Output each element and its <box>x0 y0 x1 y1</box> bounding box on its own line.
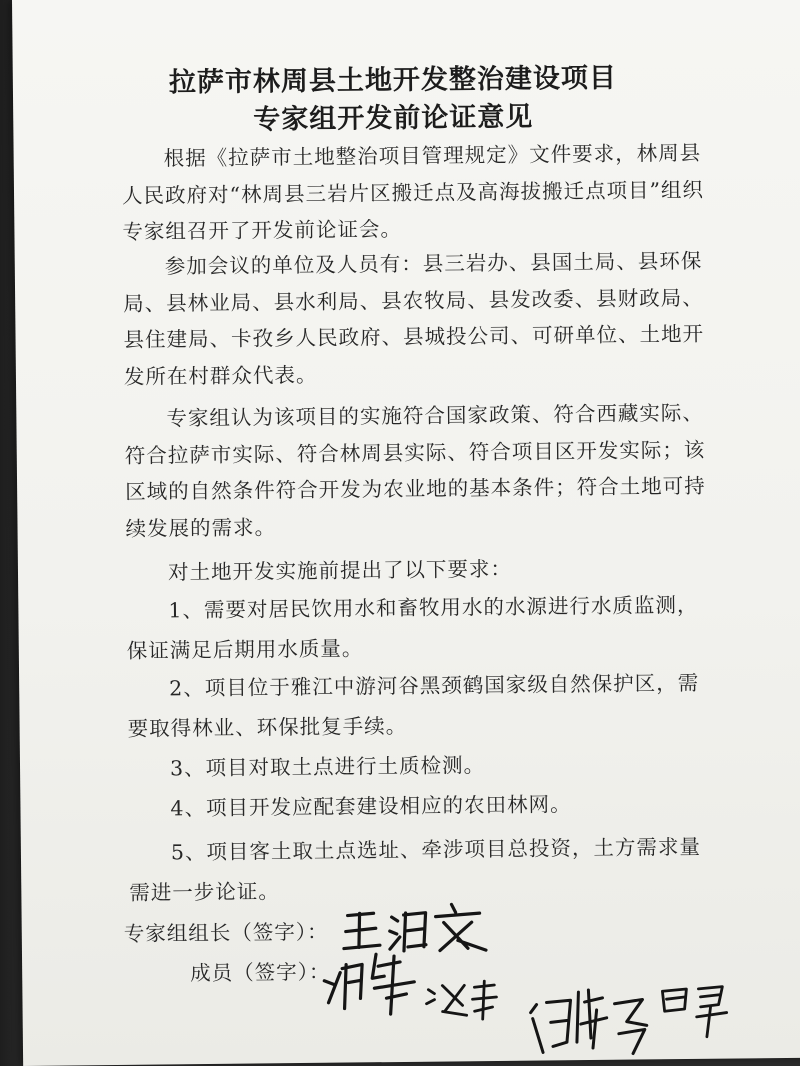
member-signature-label: 成员（签字）： <box>190 959 331 986</box>
paragraph-requirements-intro: 对土地开发实施前提出了以下要求： <box>167 556 513 585</box>
paper-sheet <box>12 0 800 1066</box>
member-handwritten-signature <box>318 948 429 1019</box>
requirement-item: 2、项目位于雅江中游河谷黑颈鹤国家级自然保护区，需要取得林业、环保批复手续。 <box>127 670 700 741</box>
document-subtitle: 专家组开发前论证意见 <box>253 101 534 136</box>
paragraph-attendees: 参加会议的单位及人员有：县三岩办、县国土局、县环保局、县林业局、县水利局、县农牧局、县发改委、县财政局、县住建局、卡孜乡人民政府、县城投公司、可研单位、土地开发所在村群众代表。 <box>123 248 705 389</box>
leader-signature-label: 专家组组长（签字）： <box>123 919 329 946</box>
requirement-item: 5、项目客土取土点选址、牵涉项目总投资，土方需求量需进一步论证。 <box>129 834 702 905</box>
member-handwritten-signature <box>522 981 653 1060</box>
member-handwritten-signature <box>422 975 503 1026</box>
paragraph-opinion: 专家组认为该项目的实施符合国家政策、符合西藏实际、符合拉萨市实际、符合林周县实际、符合项目区开发实际；该区域的自然条件符合开发为农业地的基本条件；符合土地可持续发展的需求。 <box>124 400 706 541</box>
document-title: 拉萨市林周县土地开发整治建设项目 <box>168 62 618 99</box>
requirement-item: 1、需要对居民饮用水和畜牧用水的水源进行水质监测，保证满足后期用水质量。 <box>126 592 699 663</box>
document-content <box>12 0 800 1066</box>
requirement-item: 4、项目开发应配套建设相应的农田林网。 <box>170 792 572 821</box>
requirement-item: 3、项目对取土点进行土质检测。 <box>169 753 486 781</box>
member-handwritten-signature <box>656 980 737 1041</box>
paragraph-basis: 根据《拉萨市土地整治项目管理规定》文件要求，林周县人民政府对“林周县三岩片区搬迁点及高海拔搬迁点项目”组织专家组召开了开发前论证会。 <box>121 140 705 244</box>
